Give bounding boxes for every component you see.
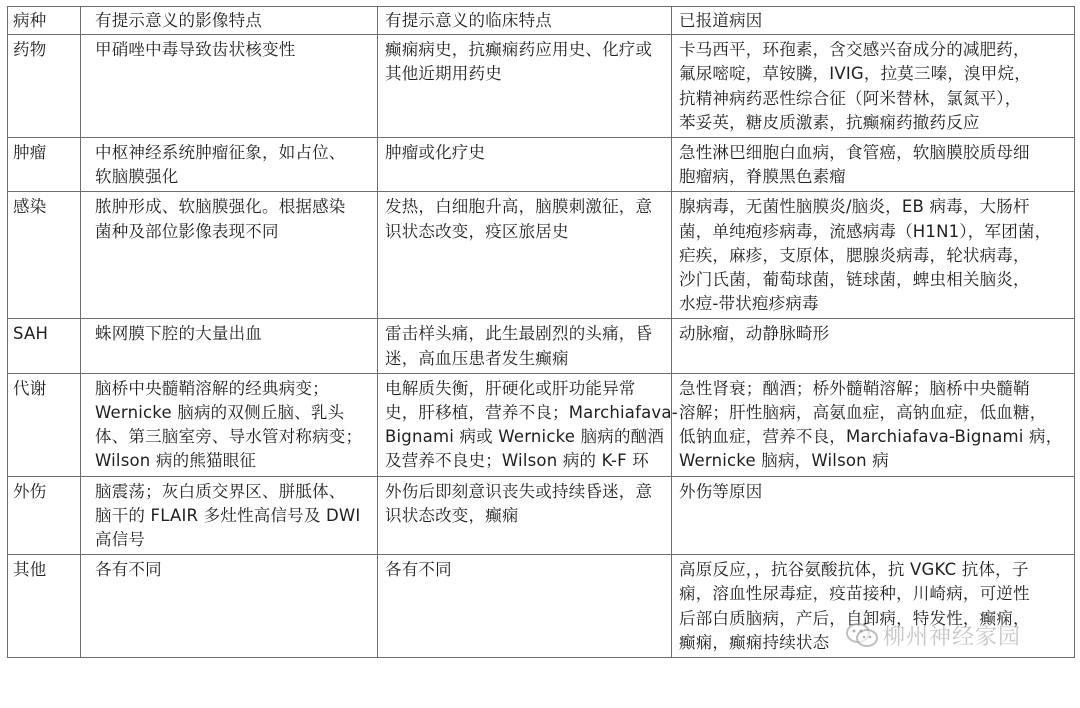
cell-imaging bbox=[81, 192, 378, 319]
cell-imaging bbox=[81, 319, 378, 373]
cell-line: 脑干的 FLAIR 多灶性高信号及 DWI bbox=[95, 505, 361, 525]
cell-clinical bbox=[378, 555, 672, 658]
cell-line: 高信号 bbox=[95, 530, 146, 550]
cell-line: 脑震荡；灰白质交界区、胼胝体、 bbox=[95, 481, 346, 501]
cell-imaging bbox=[81, 35, 378, 138]
cell-line: 蛛网膜下腔的大量出血 bbox=[95, 324, 262, 344]
cell-line: 识状态改变，癫痫 bbox=[385, 505, 519, 525]
cell-disease: 药物 bbox=[8, 35, 81, 138]
cell-line: 抗精神病药恶性综合征（阿米替林，氯氮平）， bbox=[679, 88, 1022, 108]
cell-imaging bbox=[81, 555, 378, 658]
cell-disease: 其他 bbox=[8, 555, 81, 658]
cell-line: 急性淋巴细胞白血病，食管癌，软脑膜胶质母细 bbox=[679, 143, 1030, 163]
cell-imaging bbox=[81, 138, 378, 192]
cell-clinical bbox=[378, 319, 672, 373]
cell-line: 外伤后即刻意识丧失或持续昏迷，意 bbox=[385, 481, 653, 501]
cell-line: 菌，单纯疱疹病毒，流感病毒（H1N1），军团菌， bbox=[679, 221, 1052, 241]
cell-line: 低钠血症，营养不良，Marchiafava-Bignami 病， bbox=[679, 427, 1063, 447]
cell-line: 胞瘤病，脊膜黑色素瘤 bbox=[679, 167, 846, 187]
cell-line: 水痘-带状疱疹病毒 bbox=[679, 294, 819, 314]
table-row bbox=[8, 35, 1075, 138]
cell-line: 外伤等原因 bbox=[679, 481, 763, 501]
table-row bbox=[8, 319, 1075, 373]
header-row bbox=[8, 7, 1075, 35]
cell-causes bbox=[672, 555, 1075, 658]
cell-line: 各有不同 bbox=[95, 560, 162, 580]
cell-clinical bbox=[378, 373, 678, 476]
header-causes: 已报道病因 bbox=[672, 7, 1075, 35]
cell-line: 急性肾衰；酗酒；桥外髓鞘溶解；脑桥中央髓鞘 bbox=[679, 378, 1030, 398]
cell-line: 迷，高血压患者发生癫痫 bbox=[385, 348, 569, 368]
cell-line: 中枢神经系统肿瘤征象，如占位、 bbox=[95, 143, 346, 163]
cell-line: 甲硝唑中毒导致齿状核变性 bbox=[95, 40, 296, 60]
cell-line: 动脉瘤，动静脉畸形 bbox=[679, 324, 830, 344]
header-disease: 病种 bbox=[8, 7, 81, 35]
table-row bbox=[8, 476, 1075, 555]
cell-line: 及营养不良史；Wilson 病的 K-F 环 bbox=[385, 451, 649, 471]
cell-line: 癫痫，癫痫持续状态 bbox=[679, 632, 830, 652]
disease-table bbox=[7, 6, 1075, 658]
cell-line: 氟尿嘧啶，草铵膦，IVIG，拉莫三嗪，溴甲烷， bbox=[679, 64, 1031, 84]
cell-line: Bignami 病或 Wernicke 脑病的酗酒 bbox=[385, 427, 665, 447]
cell-imaging bbox=[81, 476, 378, 555]
cell-disease: SAH bbox=[8, 319, 81, 373]
cell-causes bbox=[672, 373, 1075, 476]
cell-line: 高原反应，，抗谷氨酸抗体，抗 VGKC 抗体，子 bbox=[679, 560, 1029, 580]
cell-clinical bbox=[378, 138, 672, 192]
cell-causes bbox=[672, 138, 1075, 192]
cell-clinical bbox=[378, 35, 672, 138]
cell-line: 体、第三脑室旁、导水管对称病变； bbox=[95, 427, 363, 447]
cell-causes bbox=[672, 476, 1075, 555]
cell-line: Wilson 病的熊猫眼征 bbox=[95, 451, 257, 471]
cell-imaging bbox=[81, 373, 378, 476]
cell-line: 后部白质脑病，产后，自卸病，特发性，癫痫， bbox=[679, 608, 1030, 628]
cell-line: 苯妥英，糖皮质激素，抗癫痫药撤药反应 bbox=[679, 112, 980, 132]
cell-line: 卡马西平，环孢素，含交感兴奋成分的减肥药， bbox=[679, 40, 1030, 60]
cell-clinical bbox=[378, 192, 672, 319]
cell-disease: 肿瘤 bbox=[8, 138, 81, 192]
table-row bbox=[8, 555, 1075, 658]
cell-line: 电解质失衡，肝硬化或肝功能异常 bbox=[385, 378, 636, 398]
cell-line: 脑桥中央髓鞘溶解的经典病变； bbox=[95, 378, 329, 398]
cell-clinical bbox=[378, 476, 672, 555]
cell-line: 腺病毒，无菌性脑膜炎/脑炎，EB 病毒，大肠杆 bbox=[679, 197, 1030, 217]
cell-line: 软脑膜强化 bbox=[95, 167, 179, 187]
cell-line: Wernicke 脑病的双侧丘脑、乳头 bbox=[95, 403, 345, 423]
cell-line: 发热，白细胞升高，脑膜刺激征，意 bbox=[385, 197, 653, 217]
cell-causes bbox=[672, 35, 1075, 138]
cell-line: 肿瘤或化疗史 bbox=[385, 143, 486, 163]
table-row bbox=[8, 192, 1075, 319]
cell-causes bbox=[672, 319, 1075, 373]
cell-line: 癫痫病史，抗癫痫药应用史、化疗或 bbox=[385, 40, 653, 60]
cell-disease: 感染 bbox=[8, 192, 81, 319]
cell-line: 雷击样头痛，此生最剧烈的头痛，昏 bbox=[385, 324, 653, 344]
cell-line: 各有不同 bbox=[385, 560, 452, 580]
table-row bbox=[8, 373, 1075, 476]
cell-line: 识状态改变，疫区旅居史 bbox=[385, 221, 569, 241]
cell-line: Wernicke 脑病，Wilson 病 bbox=[679, 451, 889, 471]
cell-line: 疟疾，麻疹，支原体，腮腺炎病毒，轮状病毒， bbox=[679, 245, 1030, 265]
watermark-text: 柳州神经家园 bbox=[883, 625, 1022, 650]
cell-causes bbox=[672, 192, 1075, 319]
cell-line: 脓肿形成、软脑膜强化。根据感染 bbox=[95, 197, 346, 217]
header-imaging: 有提示意义的影像特点 bbox=[81, 7, 378, 35]
cell-line: 史，肝移植，营养不良；Marchiafava- bbox=[385, 403, 678, 423]
table-row bbox=[8, 138, 1075, 192]
cell-line: 其他近期用药史 bbox=[385, 64, 502, 84]
header-clinical: 有提示意义的临床特点 bbox=[378, 7, 672, 35]
cell-line: 沙门氏菌，葡萄球菌，链球菌，蜱虫相关脑炎， bbox=[679, 270, 1030, 290]
cell-line: 溶解；肝性脑病，高氨血症，高钠血症，低血糖， bbox=[679, 403, 1047, 423]
cell-disease: 代谢 bbox=[8, 373, 81, 476]
cell-disease: 外伤 bbox=[8, 476, 81, 555]
cell-line: 菌种及部位影像表现不同 bbox=[95, 221, 279, 241]
cell-line: 痫，溶血性尿毒症，疫苗接种，川崎病，可逆性 bbox=[679, 584, 1030, 604]
